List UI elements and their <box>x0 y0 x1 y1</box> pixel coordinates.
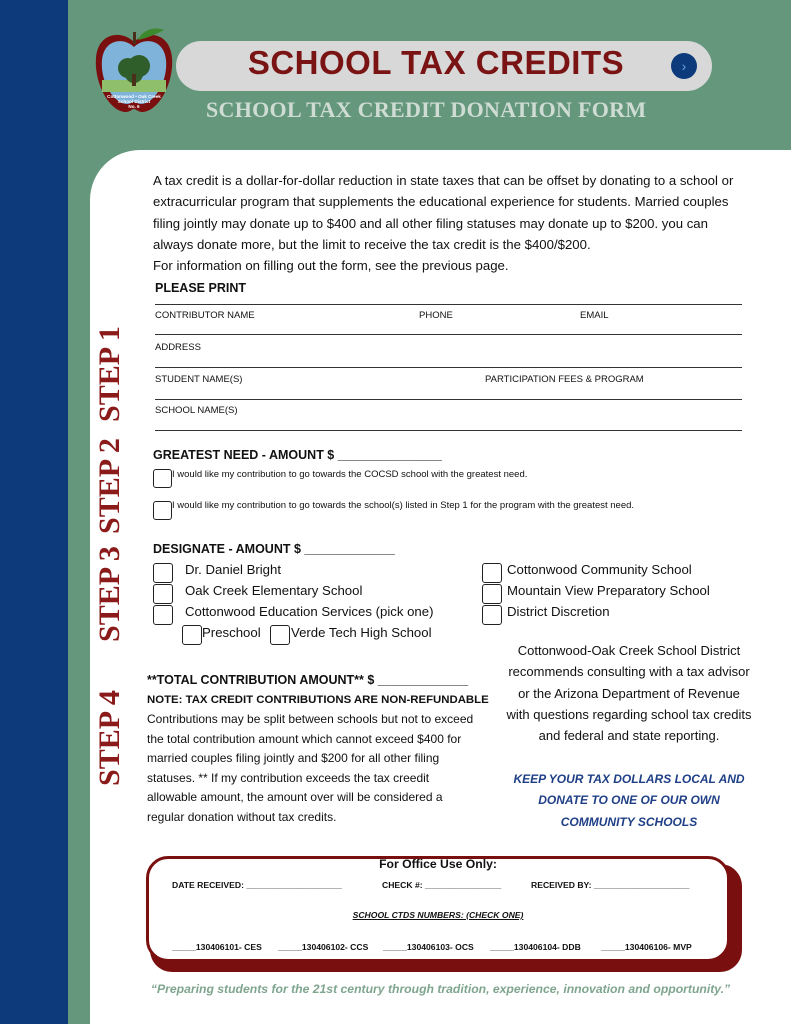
ctds-ccs[interactable]: _____130406102- CCS <box>278 942 369 952</box>
received-by-field[interactable]: RECEIVED BY: ____________________ <box>531 880 690 890</box>
contributor-line[interactable] <box>155 304 742 305</box>
page-subtitle: SCHOOL TAX CREDIT DONATION FORM <box>206 97 647 122</box>
greatest-need-checkbox-1[interactable] <box>153 469 172 488</box>
designate-heading: DESIGNATE - AMOUNT $ _____________ <box>153 542 395 556</box>
email-label: EMAIL <box>580 310 609 321</box>
intro-line: filing jointly may donate up to $400 and all other filing statuses may donate up to $200. you can <box>153 215 708 231</box>
footer-quote: “Preparing students for the 21st century through tradition, experience, innovation and opportunity.” <box>150 982 731 996</box>
advisor-note <box>496 640 762 746</box>
total-contribution-heading: **TOTAL CONTRIBUTION AMOUNT** $ _____________ <box>147 673 469 687</box>
page-title: SCHOOL TAX CREDITS <box>247 44 625 81</box>
step-4-label: STEP 4 <box>93 690 126 786</box>
step4-line: regular donation without tax credits. <box>147 809 337 824</box>
intro-line: extracurricular program that supplements the educational experience for students. Married couples <box>153 194 729 210</box>
slogan-line: KEEP YOUR TAX DOLLARS LOCAL AND <box>513 772 745 786</box>
office-title: For Office Use Only: <box>379 857 497 871</box>
please-print: PLEASE PRINT <box>155 281 246 295</box>
checkbox-ces[interactable] <box>153 605 173 625</box>
step4-body <box>147 710 487 828</box>
advisor-line: Cottonwood-Oak Creek School District <box>517 643 741 658</box>
checkbox-verde-tech[interactable] <box>270 625 290 645</box>
slogan-line: COMMUNITY SCHOOLS <box>560 814 698 829</box>
slogan <box>496 769 762 833</box>
checkbox-district-discretion[interactable] <box>482 605 502 625</box>
left-green-strip <box>68 150 90 1024</box>
option-daniel-bright: Dr. Daniel Bright <box>185 562 282 577</box>
option-verde-tech: Verde Tech High School <box>291 625 432 640</box>
student-line[interactable] <box>155 367 742 368</box>
participation-label: PARTICIPATION FEES & PROGRAM <box>485 374 644 385</box>
checkbox-ccs[interactable] <box>482 563 502 583</box>
ctds-heading: SCHOOL CTDS NUMBERS: (CHECK ONE) <box>352 910 524 920</box>
address-line[interactable] <box>155 334 742 335</box>
step-3-label: STEP 3 <box>93 546 126 642</box>
option-preschool: Preschool <box>202 625 261 640</box>
step4-line: Contributions may be split between schools but not to exceed <box>147 712 474 726</box>
option-ces: Cottonwood Education Services (pick one) <box>185 604 434 619</box>
check-number-field[interactable]: CHECK #: ________________ <box>382 880 502 890</box>
date-received-field[interactable]: DATE RECEIVED: ____________________ <box>172 880 342 890</box>
intro-line: always donate more, but the limit to receive the tax credit is the $400/$200. <box>153 236 591 252</box>
logo-text: School District <box>117 99 151 104</box>
ctds-ocs[interactable]: _____130406103- OCS <box>383 942 474 952</box>
greatest-need-heading: GREATEST NEED - AMOUNT $ _______________ <box>153 448 443 462</box>
logo-text: Cottonwood • Oak Creek <box>107 94 161 99</box>
step-2-label: STEP 2 <box>93 438 126 534</box>
step4-line: allowable amount, the amount over will be considered a <box>147 790 443 805</box>
school-names-label: SCHOOL NAME(S) <box>155 405 238 416</box>
school-line[interactable] <box>155 399 742 400</box>
advisor-line: with questions regarding school tax credits <box>506 706 752 722</box>
option-mvp: Mountain View Preparatory School <box>507 583 710 598</box>
student-names-label: STUDENT NAME(S) <box>155 374 243 385</box>
step4-line: married couples filing jointly and $200 for all other filing <box>147 751 440 766</box>
greatest-need-option-2: I would like my contribution to go towards the school(s) listed in Step 1 for the program with the greatest need. <box>172 500 635 511</box>
non-refundable-note: NOTE: TAX CREDIT CONTRIBUTIONS ARE NON-REFUNDABLE <box>147 694 489 706</box>
option-ccs: Cottonwood Community School <box>507 562 692 577</box>
advisor-line: or the Arizona Department of Revenue <box>518 685 740 701</box>
step4-line: the total contribution amount which cannot exceed $400 for <box>147 731 462 746</box>
option-oak-creek: Oak Creek Elementary School <box>185 583 363 598</box>
address-label: ADDRESS <box>155 342 201 353</box>
intro-text <box>153 170 753 276</box>
greatest-need-option-1: I would like my contribution to go towards the COCSD school with the greatest need. <box>172 469 528 480</box>
chevron-right-icon: › <box>671 53 697 79</box>
checkbox-daniel-bright[interactable] <box>153 563 173 583</box>
left-blue-bar <box>0 0 68 1024</box>
checkbox-oak-creek[interactable] <box>153 584 173 604</box>
advisor-line: recommends consulting with a tax advisor <box>508 664 750 680</box>
step4-line: statuses. ** If my contribution exceeds the tax creedit <box>147 770 430 785</box>
school-names-line[interactable] <box>155 430 742 431</box>
ctds-mvp[interactable]: _____130406106- MVP <box>601 942 692 952</box>
advisor-line: and federal and state reporting. <box>538 728 720 744</box>
option-district-discretion: District Discretion <box>507 604 610 619</box>
intro-line: For information on filling out the form, see the previous page. <box>153 258 509 274</box>
intro-line: A tax credit is a dollar-for-dollar reduction in state taxes that can be offset by donating to a school or <box>153 173 734 188</box>
checkbox-preschool[interactable] <box>182 625 202 645</box>
district-logo <box>92 22 176 116</box>
phone-label: PHONE <box>419 310 453 321</box>
contributor-name-label: CONTRIBUTOR NAME <box>155 310 255 321</box>
ctds-ces[interactable]: _____130406101- CES <box>172 942 262 952</box>
checkbox-mvp[interactable] <box>482 584 502 604</box>
ctds-ddb[interactable]: _____130406104- DDB <box>490 942 581 952</box>
slogan-line: DONATE TO ONE OF OUR OWN <box>538 793 720 808</box>
step-1-label: STEP 1 <box>93 326 126 422</box>
greatest-need-checkbox-2[interactable] <box>153 501 172 520</box>
logo-text: No. 6 <box>128 104 140 109</box>
